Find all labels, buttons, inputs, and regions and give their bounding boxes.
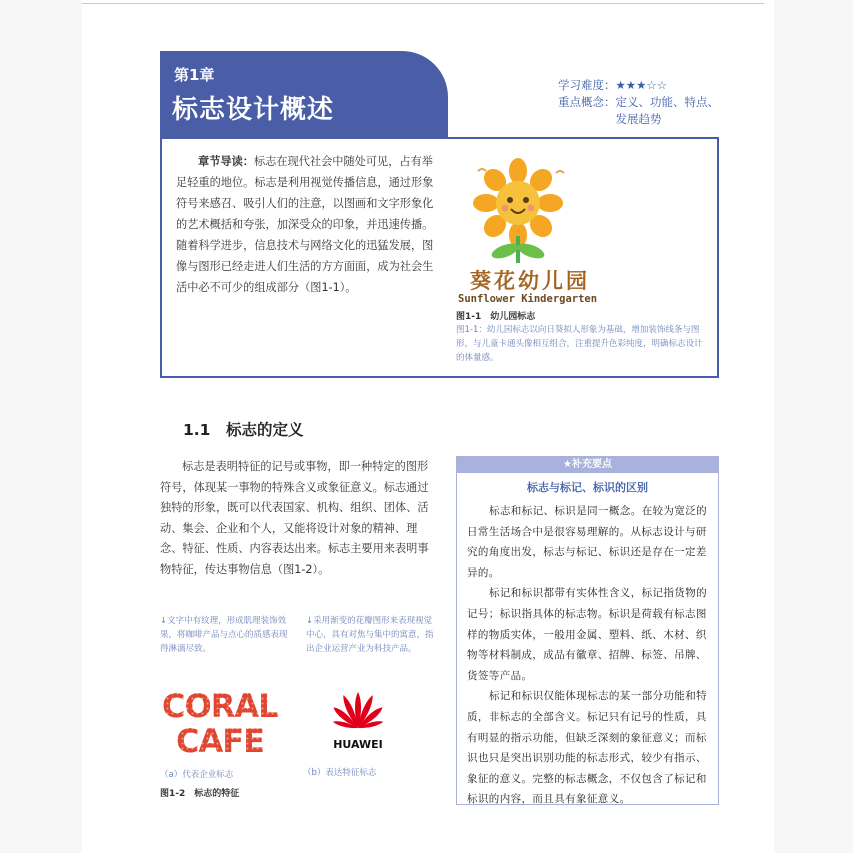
supplement-box [456, 456, 719, 805]
figure-1-1-label: 图1-1 幼儿园标志 [456, 312, 536, 322]
logo-english-name: Sunflower Kindergarten [458, 293, 598, 305]
coral-text: CORAL [162, 687, 278, 725]
supplement-paragraph: 标记和标识都带有实体性含义，标记指货物的记号；标识指具体的标志物。标识是荷载有标志图样的物质实体，一般用金属、塑料、纸、木材、织物等材料制成，成品有徽章、招牌、标签、吊牌、货签等产品。 [467, 587, 707, 682]
caption-b: （b）表达特征标志 [303, 768, 377, 778]
chapter-header [160, 51, 448, 138]
figure-note-a: ↓文字中有纹理，形成肌理装饰效果，将咖啡产品与点心的质感表现得淋漓尽致。 [160, 616, 288, 654]
figure-1-2-label: 图1-2 标志的特征 [160, 789, 240, 799]
sunflower-icon [458, 151, 698, 266]
intro-lead: 章节导读： [198, 155, 254, 168]
cafe-text: CAFE [176, 722, 264, 756]
supplement-title: 标志与标记、标识的区别 [527, 481, 648, 494]
caption-a: （a）代表企业标志 [160, 770, 234, 780]
intro-text: 标志在现代社会中随处可见，占有举足轻重的地位。标志是利用视觉传播信息，通过形象符号来感召、吸引人们的注意，以图画和文字形象化的艺术概括和夸张，加深受众的印象，并迅速传播。随着科学进步，信息技术与网络文化的迅猛发展，图像与图形已经走进人们生活的方方面面，成为社会生活中必不可少的组成部分（图1-1）。 [176, 155, 434, 294]
difficulty-stars: ★★★☆☆ [615, 78, 668, 92]
supplement-body [457, 495, 718, 810]
concepts-line-1: 定义、功能、特点、 [615, 95, 719, 109]
section-paragraph: 标志是表明特征的记号或事物，即一种特定的图形符号，体现某一事物的特殊含义或象征意义。标志通过独特的形象，既可以代表国家、机构、组织、团体、活动、集会、企业和个人，又能将设计对象的精神、理念、特征、性质、内容表达出来。标志主要用来表明事物特征，传达事物信息（图1-2）。 [160, 460, 429, 576]
figure-1-1-description: 图1-1：幼儿园标志以向日葵拟人形象为基础，增加装饰线条与图形，与儿童卡通头像相互组合，注重提升色彩纯度，明确标志设计的体量感。 [456, 325, 703, 363]
supplement-header: ★补充要点 [457, 457, 718, 473]
page-margin-right [774, 0, 853, 853]
section-title: 1.1 标志的定义 [183, 421, 304, 439]
page-margin-left [0, 0, 82, 853]
logo-chinese-name: 葵花幼儿园 [470, 269, 590, 293]
difficulty-label: 学习难度： [558, 78, 616, 92]
chapter-title: 标志设计概述 [172, 95, 335, 125]
concepts-label: 重点概念： [558, 95, 616, 109]
chapter-number: 第1章 [174, 66, 215, 84]
coral-cafe-icon [160, 686, 292, 756]
chapter-intro-box [160, 137, 719, 378]
huawei-logo [318, 686, 398, 752]
coral-cafe-logo [160, 686, 292, 756]
chapter-meta [558, 77, 719, 128]
huawei-text: HUAWEI [333, 738, 383, 751]
concepts-line-2: 发展趋势 [615, 112, 662, 126]
top-rule [82, 3, 764, 4]
huawei-flower-icon [318, 686, 398, 752]
sunflower-logo [458, 151, 698, 311]
figure-note-b: ↓采用渐变的花瓣图形来表现视觉中心，具有对焦与集中的寓意，指出企业运营产业为科技产品。 [306, 616, 434, 654]
intro-paragraph [176, 151, 434, 298]
supplement-paragraph: 标志和标记、标识是同一概念。在较为宽泛的日常生活场合中是很容易理解的。从标志设计与研究的角度出发，标志与标记、标识还是存在一定差异的。 [467, 505, 707, 579]
supplement-paragraph: 标记和标识仅能体现标志的某一部分功能和特质，非标志的全部含义。标记只有记号的性质，具有明显的指示功能，但缺乏深刻的象征意义；而标识也只是突出识别功能的标志形式，较少有指示、象征的意义。完整的标志概念，不仅包含了标记和标识的内容，而且具有象征意义。 [467, 690, 707, 806]
